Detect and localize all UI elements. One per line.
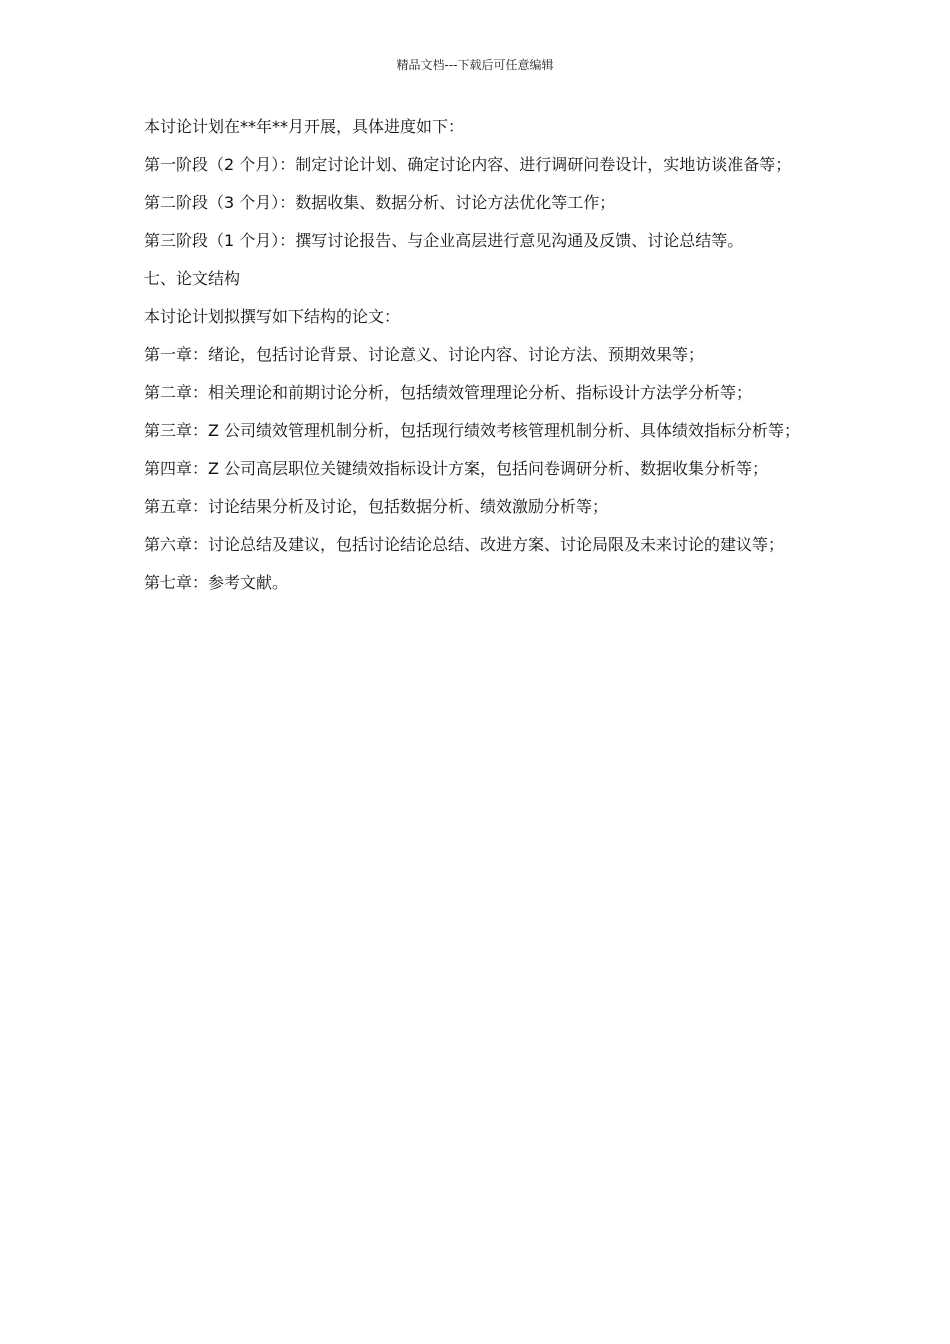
section-heading-thesis-structure: 七、论文结构: [144, 269, 241, 288]
paragraph-schedule-intro: 本讨论计划在**年**月开展，具体进度如下：: [144, 117, 465, 136]
paragraph-phase-two: 第二阶段（3 个月）：数据收集、数据分析、讨论方法优化等工作；: [144, 193, 616, 212]
paragraph-chapter-two: 第二章：相关理论和前期讨论分析，包括绩效管理理论分析、指标设计方法学分析等；: [144, 383, 753, 402]
paragraph-chapter-one: 第一章：绪论，包括讨论背景、讨论意义、讨论内容、讨论方法、预期效果等；: [144, 345, 705, 364]
document-body: [144, 116, 809, 610]
page-header: 精品文档---下载后可任意编辑: [396, 58, 554, 72]
paragraph-chapter-four: 第四章：Z 公司高层职位关键绩效指标设计方案，包括问卷调研分析、数据收集分析等；: [144, 459, 769, 478]
paragraph-chapter-seven: 第七章：参考文献。: [144, 573, 289, 592]
paragraph-chapter-three: 第三章：Z 公司绩效管理机制分析，包括现行绩效考核管理机制分析、具体绩效指标分析等；: [144, 421, 801, 440]
paragraph-chapter-five: 第五章：讨论结果分析及讨论，包括数据分析、绩效激励分析等；: [144, 497, 609, 516]
paragraph-phase-three: 第三阶段（1 个月）：撰写讨论报告、与企业高层进行意见沟通及反馈、讨论总结等。: [144, 231, 744, 250]
paragraph-phase-one: 第一阶段（2 个月）：制定讨论计划、确定讨论内容、进行调研问卷设计，实地访谈准备等；: [144, 155, 792, 174]
paragraph-chapter-six: 第六章：讨论总结及建议，包括讨论结论总结、改进方案、讨论局限及未来讨论的建议等；: [144, 535, 785, 554]
paragraph-structure-intro: 本讨论计划拟撰写如下结构的论文：: [144, 307, 401, 326]
